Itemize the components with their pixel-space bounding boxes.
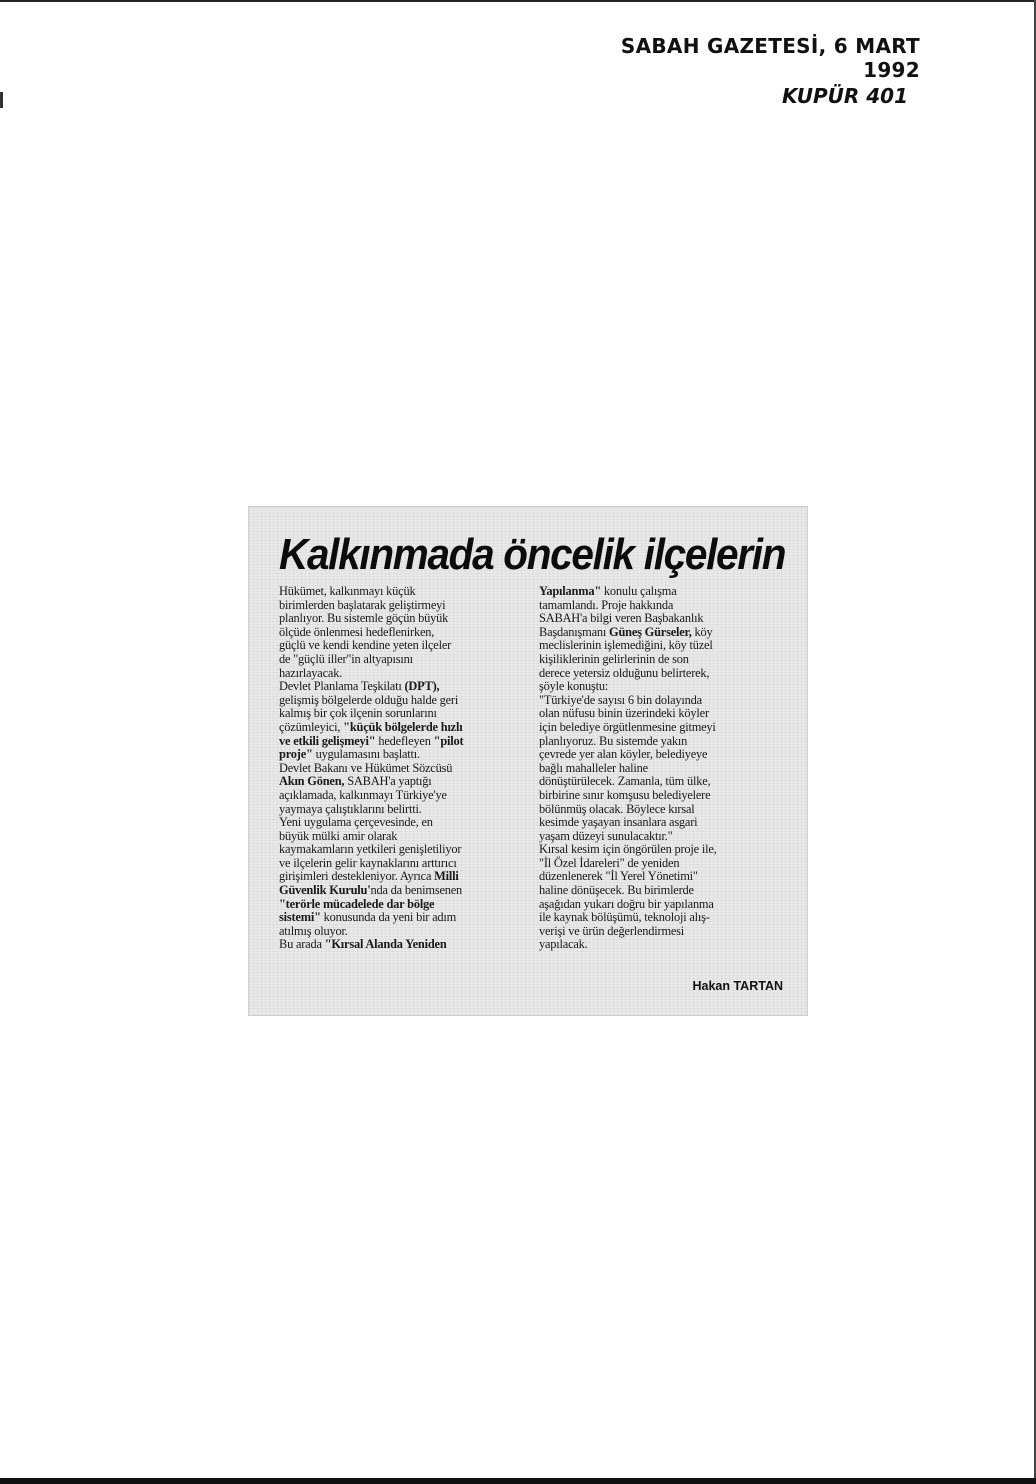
article-line: [279, 667, 527, 681]
text-run: planlıyoruz. Bu sistemde yakın: [539, 733, 688, 748]
text-run: de "güçlü iller"in altyapısını: [279, 651, 413, 666]
bold-run: Güvenlik Kurulu': [279, 883, 371, 898]
article-line: [539, 599, 787, 613]
bold-run: Yapılanma": [539, 584, 602, 598]
article-line: [279, 884, 527, 898]
text-run: Hükümet, kalkınmayı küçük: [279, 584, 416, 598]
article-line: [539, 843, 787, 857]
text-run: Kırsal kesim için öngörülen proje ile,: [539, 842, 717, 857]
article-line: [539, 816, 787, 830]
bold-run: Milli: [434, 869, 459, 884]
text-run: yaymaya çalıştıklarını belirtti.: [279, 801, 422, 816]
text-run: yaşam düzeyi sunulacaktır.": [539, 828, 673, 843]
article-line: [539, 898, 787, 912]
article-line: [539, 680, 787, 694]
article-line: [279, 925, 527, 939]
text-run: ve ilçelerin gelir kaynaklarını arttırıcı: [279, 855, 457, 870]
article-line: [279, 789, 527, 803]
text-run: bağlı mahalleler haline: [539, 760, 648, 775]
article-line: [279, 830, 527, 844]
text-run: köy: [691, 624, 713, 639]
text-run: planlıyor. Bu sistemle göçün büyük: [279, 611, 449, 626]
article-line: [279, 748, 527, 762]
article-line: [539, 870, 787, 884]
article-line: [279, 585, 527, 599]
newspaper-clipping: [248, 506, 808, 1016]
article-line: [279, 599, 527, 613]
text-run: atılmış oluyor.: [279, 923, 348, 938]
text-run: meclislerinin işlemediğini, köy tüzel: [539, 638, 713, 653]
text-run: güçlü ve kendi kendine yeten ilçeler: [279, 638, 452, 653]
article-line: [539, 626, 787, 640]
text-run: tamamlandı. Proje hakkında: [539, 597, 674, 612]
text-run: düzenlenerek "İl Yerel Yönetimi": [539, 869, 698, 884]
text-run: kesimde yaşayan insanlara asgari: [539, 815, 698, 830]
text-run: dönüştürülecek. Zamanla, tüm ülke,: [539, 774, 711, 789]
article-line: [539, 911, 787, 925]
article-line: [279, 857, 527, 871]
article-line: [539, 585, 787, 599]
bold-run: "Kırsal Alanda Yeniden: [324, 937, 447, 952]
text-run: şöyle konuştu:: [539, 679, 609, 694]
text-run: Yeni uygulama çerçevesinde, en: [279, 815, 433, 830]
text-run: ile kaynak bölüşümü, teknoloji alış-: [539, 910, 710, 925]
article-line: [539, 789, 787, 803]
text-run: büyük mülki amir olarak: [279, 828, 398, 843]
text-run: olan nüfusu binin üzerindeki köyler: [539, 706, 709, 721]
text-run: verişi ve ürün değerlendirmesi: [539, 923, 685, 938]
bold-run: sistemi": [279, 910, 321, 925]
text-run: yapılacak.: [539, 937, 588, 952]
article-line: [279, 694, 527, 708]
article-line: [279, 775, 527, 789]
article-line: [279, 626, 527, 640]
article-line: [279, 639, 527, 653]
text-run: çözümleyici,: [279, 719, 344, 734]
article-column-left: [279, 585, 527, 952]
bold-run: Akın Gönen,: [279, 774, 345, 789]
article-column-right: [539, 585, 787, 952]
text-run: birimlerden başlatarak geliştirmeyi: [279, 597, 446, 612]
article-byline: Hakan TARTAN: [692, 979, 783, 993]
text-run: Devlet Planlama Teşkilatı: [279, 679, 405, 694]
article-line: [539, 884, 787, 898]
article-line: [539, 667, 787, 681]
article-line: [279, 938, 527, 952]
text-run: derece yetersiz olduğunu belirterek,: [539, 665, 710, 680]
text-run: uygulamasını başlattı.: [312, 747, 420, 762]
article-line: [539, 721, 787, 735]
article-line: [539, 639, 787, 653]
text-run: "İl Özel İdareleri" de yeniden: [539, 855, 680, 870]
text-run: kaymakamların yetkileri genişletiliyor: [279, 842, 462, 857]
text-run: konulu çalışma: [601, 584, 677, 598]
bold-run: proje": [279, 747, 313, 762]
text-run: konusunda da yeni bir adım: [320, 910, 457, 925]
text-run: SABAH'a bilgi veren Başbakanlık: [539, 611, 704, 626]
text-run: kalmış bir çok ilçenin sorunlarını: [279, 706, 437, 721]
text-run: gelişmiş bölgelerde olduğu halde geri: [279, 692, 459, 707]
bold-run: "pilot: [433, 733, 464, 748]
article-line: [279, 843, 527, 857]
text-run: aşağıdan yukarı doğru bir yapılanma: [539, 896, 714, 911]
text-run: Devlet Bakanı ve Hükümet Sözcüsü: [279, 760, 453, 775]
article-line: [279, 870, 527, 884]
scan-edge-bottom: [0, 1478, 1036, 1484]
article-line: [279, 680, 527, 694]
text-run: çevrede yer alan köyler, belediyeye: [539, 747, 708, 762]
bold-run: ve etkili gelişmeyi": [279, 733, 376, 748]
bold-run: (DPT),: [404, 679, 440, 694]
article-line: [279, 707, 527, 721]
article-line: [539, 748, 787, 762]
text-run: haline dönüşecek. Bu birimlerde: [539, 883, 694, 898]
bold-run: Güneş Gürseler,: [609, 624, 692, 639]
scan-mark: [0, 92, 3, 108]
article-line: [279, 898, 527, 912]
article-line: [279, 816, 527, 830]
article-line: [279, 911, 527, 925]
article-headline: Kalkınmada öncelik ilçelerin: [279, 530, 786, 579]
text-run: girişimleri destekleniyor. Ayrıca: [279, 869, 435, 884]
bold-run: "küçük bölgelerde hızlı: [343, 719, 463, 734]
source-line: SABAH GAZETESİ, 6 MART 1992: [620, 34, 920, 82]
text-run: birbirine sınır komşusu belediyelere: [539, 787, 711, 802]
article-line: [539, 735, 787, 749]
scan-edge-top: [0, 0, 1036, 2]
article-line: [539, 694, 787, 708]
article-line: [279, 721, 527, 735]
text-run: açıklamada, kalkınmayı Türkiye'ye: [279, 787, 447, 802]
article-line: [279, 653, 527, 667]
text-run: Bu arada: [279, 937, 325, 952]
article-line: [279, 612, 527, 626]
article-line: [279, 803, 527, 817]
article-line: [539, 762, 787, 776]
article-line: [539, 775, 787, 789]
article-line: [539, 653, 787, 667]
text-run: SABAH'a yaptığı: [344, 774, 432, 789]
text-run: nda da benimsenen: [370, 883, 463, 898]
text-run: için belediye örgütlenmesine gitmeyi: [539, 719, 716, 734]
text-run: hedefleyen: [375, 733, 434, 748]
text-run: kişiliklerinin gelirlerinin de son: [539, 651, 689, 666]
text-run: Başdanışmanı: [539, 624, 610, 639]
bold-run: "terörle mücadelede dar bölge: [279, 896, 435, 911]
text-run: bölünmüş olacak. Böylece kırsal: [539, 801, 695, 816]
text-run: hazırlayacak.: [279, 665, 343, 680]
article-line: [539, 612, 787, 626]
text-run: "Türkiye'de sayısı 6 bin dolayında: [539, 692, 702, 707]
clip-number: KUPÜR 401: [781, 84, 908, 108]
article-line: [539, 925, 787, 939]
article-line: [539, 707, 787, 721]
article-line: [539, 803, 787, 817]
article-line: [539, 830, 787, 844]
article-line: [539, 857, 787, 871]
article-line: [279, 735, 527, 749]
text-run: ölçüde önlenmesi hedeflenirken,: [279, 624, 435, 639]
article-line: [279, 762, 527, 776]
article-line: [539, 938, 787, 952]
